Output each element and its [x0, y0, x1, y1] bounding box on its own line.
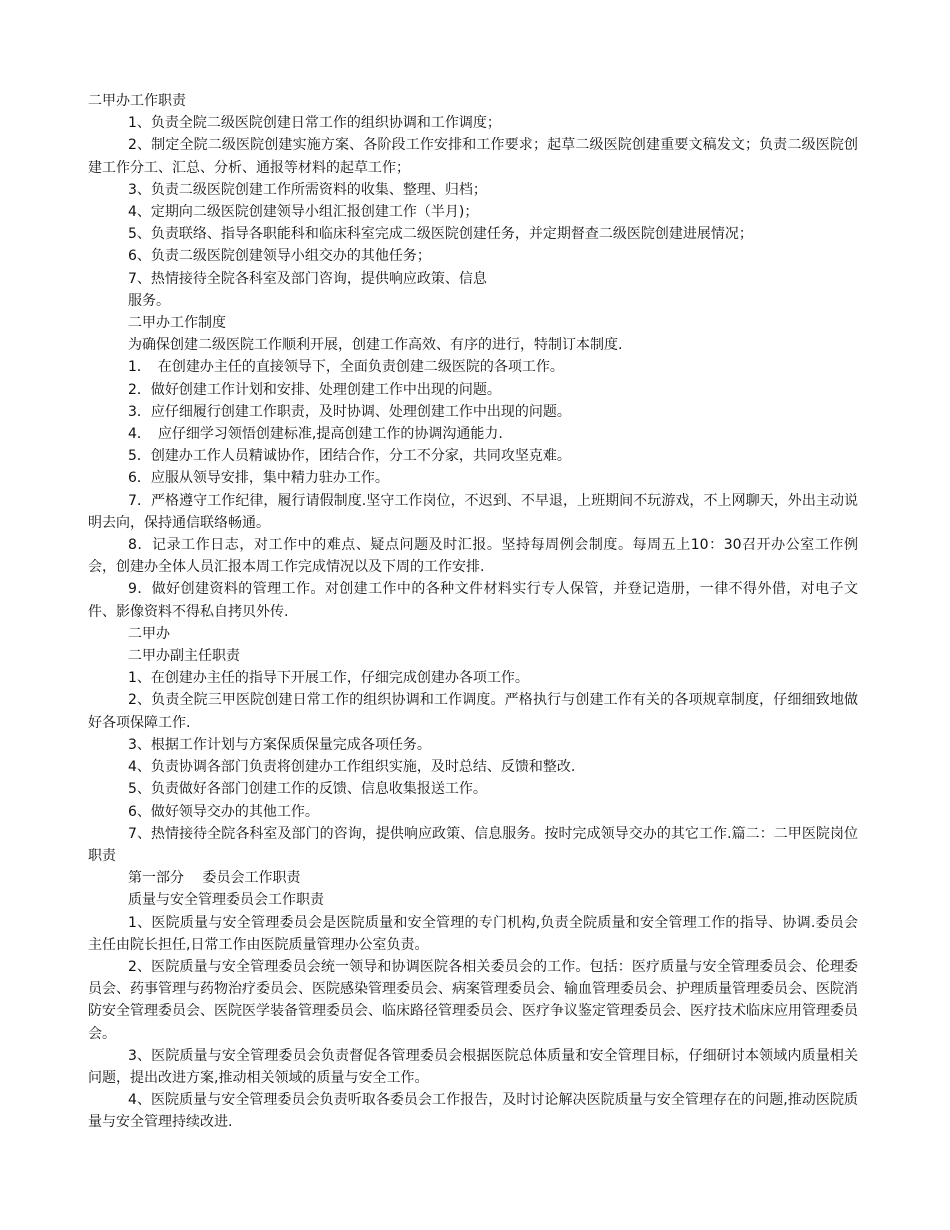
- deputy-item-7: 7、热情接待全院各科室及部门的咨询，提供响应政策、信息服务。按时完成领导交办的其它工作.篇二：二甲医院岗位职责: [88, 825, 858, 864]
- system-item-7: 7．严格遵守工作纪律，履行请假制度.坚守工作岗位，不迟到、不早退，上班期间不玩游戏，不上网聊天，外出主动说明去向，保持通信联络畅通。: [88, 492, 858, 531]
- duty-item-1: 1、负责全院二级医院创建日常工作的组织协调和工作调度；: [128, 115, 501, 132]
- system-item-4: 4． 应仔细学习领悟创建标准,提高创建工作的协调沟通能力.: [128, 426, 503, 443]
- system-item-9: 9．做好创建资料的管理工作。对创建工作中的各种文件材料实行专人保管，并登记造册，一律不得外借，对电子文件、影像资料不得私自拷贝外传.: [88, 581, 858, 620]
- doc-title: 二甲办工作职责: [88, 93, 186, 109]
- deputy-item-1: 1、在创建办主任的指导下开展工作，仔细完成创建办各项工作。: [128, 670, 529, 687]
- committee-item-4: 4、医院质量与安全管理委员会负责听取各委员会工作报告，及时讨论解决医院质量与安全管理存在的问题,推动医院质量与安全管理持续改进.: [88, 1092, 858, 1131]
- duty-item-7: 7、热情接待全院各科室及部门咨询，提供响应政策、信息: [128, 270, 487, 287]
- duty-item-4: 4、定期向二级医院创建领导小组汇报创建工作（半月)；: [128, 204, 479, 221]
- committee-item-1: 1、医院质量与安全管理委员会是医院质量和安全管理的专门机构,负责全院质量和安全管理工作的指导、协调.委员会主任由院长担任,日常工作由医院质量管理办公室负责。: [88, 914, 858, 953]
- system-item-2: 2．做好创建工作计划和安排、处理创建工作中出现的问题。: [128, 381, 501, 398]
- duty-item-5: 5、负责联络、指导各职能科和临床科室完成二级医院创建任务，并定期督查二级医院创建进展情况；: [128, 226, 753, 243]
- system-item-8: 8．记录工作日志，对工作中的难点、疑点问题及时汇报。坚持每周例会制度。每周五上10：30召开办公室工作例会，创建办全体人员汇报本周工作完成情况以及下周的工作安排.: [88, 537, 858, 576]
- committee-item-3: 3、医院质量与安全管理委员会负责督促各管理委员会根据医院总体质量和安全管理目标，仔细研讨本领域内质量相关问题，提出改进方案,推动相关领域的质量与安全工作。: [88, 1047, 858, 1086]
- system-item-5: 5．创建办工作人员精诚协作，团结合作，分工不分家，共同攻坚克难。: [128, 448, 571, 465]
- system-item-1: 1． 在创建办主任的直接领导下，全面负责创建二级医院的各项工作。: [128, 359, 564, 376]
- office-label: 二甲办: [128, 625, 170, 642]
- document-body: [88, 90, 858, 1134]
- system-intro: 为确保创建二级医院工作顺利开展，创建工作高效、有序的进行，特制订本制度.: [128, 337, 623, 354]
- deputy-item-4: 4、负责协调各部门负责将创建办工作组织实施，及时总结、反馈和整改.: [128, 759, 576, 776]
- section-heading-committee: 质量与安全管理委员会工作职责: [128, 892, 324, 909]
- committee-item-2: 2、医院质量与安全管理委员会统一领导和协调医院各相关委员会的工作。包括：医疗质量与安全管理委员会、伦理委员会、药事管理与药物治疗委员会、医院感染管理委员会、病案管理委员会、输血管理委员会、护理质量管理委员会、医院消防安全管理委员会、医院医学装备管理委员会、临床路径管理委员会、医疗争议鉴定管理委员会、医疗技术临床应用管理委员会。: [88, 958, 858, 1042]
- system-item-6: 6．应服从领导安排，集中精力驻办工作。: [128, 470, 389, 487]
- section-heading-deputy: 二甲办副主任职责: [128, 648, 240, 665]
- deputy-item-5: 5、负责做好各部门创建工作的反馈、信息收集报送工作。: [128, 781, 487, 798]
- section-heading-system: 二甲办工作制度: [128, 315, 226, 332]
- system-item-3: 3．应仔细履行创建工作职责，及时协调、处理创建工作中出现的问题。: [128, 403, 571, 420]
- deputy-item-2: 2、负责全院三甲医院创建日常工作的组织协调和工作调度。严格执行与创建工作有关的各项规章制度，仔细细致地做好各项保障工作.: [88, 692, 858, 731]
- deputy-item-6: 6、做好领导交办的其他工作。: [128, 803, 319, 820]
- duty-item-6: 6、负责二级医院创建领导小组交办的其他任务；: [128, 248, 431, 265]
- duty-item-7-continued: 服务。: [128, 292, 170, 309]
- duty-item-2: 2、制定全院二级医院创建实施方案、各阶段工作安排和工作要求；起草二级医院创建重要文稿发文；负责二级医院创建工作分工、汇总、分析、通报等材料的起草工作；: [88, 137, 858, 176]
- duty-item-3: 3、负责二级医院创建工作所需资料的收集、整理、归档；: [128, 181, 487, 198]
- deputy-item-3: 3、根据工作计划与方案保质保量完成各项任务。: [128, 736, 431, 753]
- part-heading: 第一部分 委员会工作职责: [128, 870, 301, 887]
